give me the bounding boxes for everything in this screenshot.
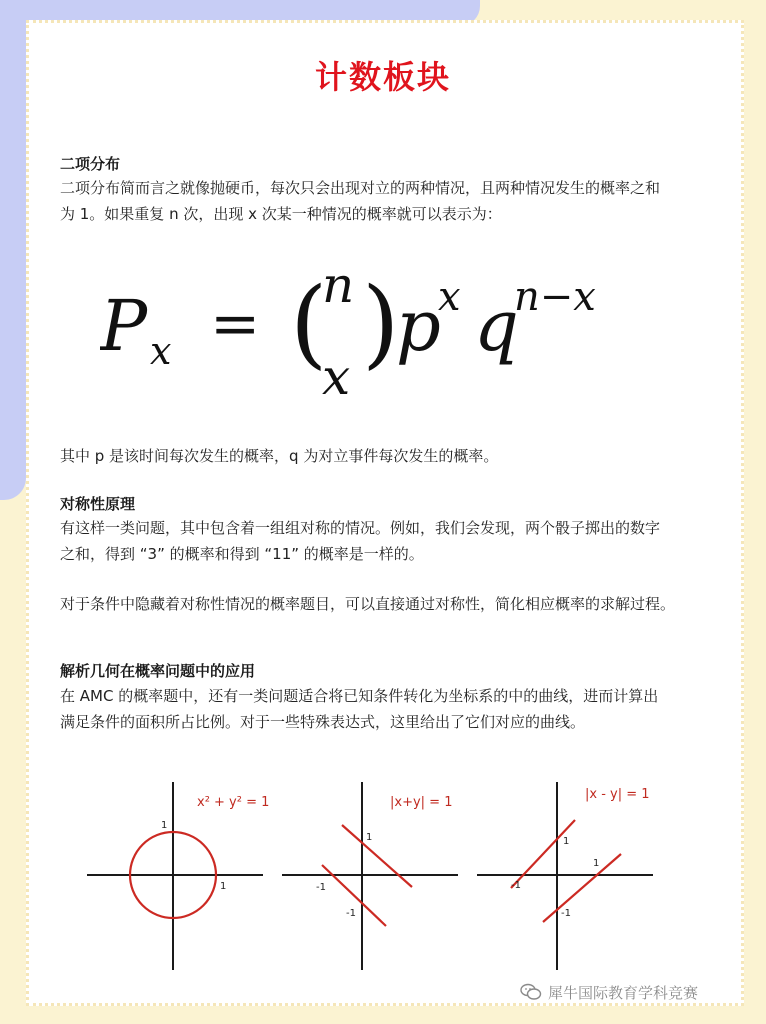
formula-x-lower: x: [322, 348, 351, 406]
formula-exp-n-x: n−x: [514, 274, 596, 320]
binomial-heading: 二项分布: [60, 155, 121, 173]
formula-left-paren: (: [290, 267, 328, 379]
line-x-plus-y-eq-1: [342, 825, 412, 887]
graph-abs-diff-tick-y: 1: [563, 836, 570, 847]
graph-circle-tick-x: 1: [220, 881, 227, 892]
watermark-text: 犀牛国际教育学科竞赛: [548, 983, 699, 1002]
graph-circle-label: x² + y² = 1: [197, 795, 270, 810]
formula-p-lower: p: [396, 285, 441, 367]
formula-equals: =: [210, 289, 261, 359]
formula-n: n: [322, 262, 355, 314]
graph-abs-sum-tick-x: -1: [316, 882, 326, 893]
binomial-line-2: 为 1。如果重复 n 次，出现 x 次某一种情况的概率就可以表示为：: [60, 205, 502, 223]
line-x-minus-y-eq-1: [543, 854, 621, 922]
graph-abs-diff-tick-y-neg: -1: [561, 908, 571, 919]
formula-p: P: [100, 285, 148, 367]
symmetry-line-1: 有这样一类问题，其中包含着一组组对称的情况。例如，我们会发现，两个骰子掷出的数字: [60, 519, 661, 537]
binomial-after: 其中 p 是该时间每次发生的概率，q 为对立事件每次发生的概率。: [60, 447, 499, 465]
graph-circle: [85, 770, 275, 975]
graph-circle-tick-y: 1: [161, 820, 168, 831]
formula-sub-x: x: [150, 329, 172, 373]
page-title: 计数板块: [314, 58, 451, 96]
watermark: [520, 980, 698, 1004]
binomial-formula: [100, 262, 660, 412]
graph-abs-sum-tick-y-neg: -1: [346, 908, 356, 919]
symmetry-line-3: 对于条件中隐藏着对称性情况的概率题目，可以直接通过对称性，简化相应概率的求解过程。: [60, 595, 676, 613]
wechat-icon: [520, 983, 542, 1001]
formula-exp-x: x: [438, 274, 461, 320]
graph-abs-diff: [475, 770, 665, 975]
graph-abs-sum-tick-y: 1: [366, 832, 373, 843]
symmetry-line-2: 之和，得到 “3” 的概率和得到 “11” 的概率是一样的。: [60, 545, 424, 563]
line-x-minus-y-eq-neg1: [511, 820, 575, 888]
graph-abs-diff-tick-x: 1: [593, 858, 600, 869]
graph-abs-diff-tick-x-neg: -1: [511, 880, 521, 891]
symmetry-heading: 对称性原理: [60, 495, 136, 513]
graph-abs-diff-label: |x - y| = 1: [585, 787, 650, 802]
binomial-formula-svg: [100, 262, 660, 412]
geometry-line-1: 在 AMC 的概率题中，还有一类问题适合将已知条件转化为坐标系的中的曲线，进而计算出: [60, 687, 659, 705]
geometry-line-2: 满足条件的面积所占比例。对于一些特殊表达式，这里给出了它们对应的曲线。: [60, 713, 586, 731]
formula-right-paren: ): [362, 267, 400, 379]
geometry-heading: 解析几何在概率问题中的应用: [60, 662, 256, 680]
binomial-line-1: 二项分布简而言之就像抛硬币，每次只会出现对立的两种情况，且两种情况发生的概率之和: [60, 179, 661, 197]
graph-abs-sum: [280, 770, 470, 975]
formula-q: q: [474, 285, 519, 367]
graph-abs-sum-label: |x+y| = 1: [390, 795, 453, 810]
curve-graphs: [80, 770, 700, 975]
